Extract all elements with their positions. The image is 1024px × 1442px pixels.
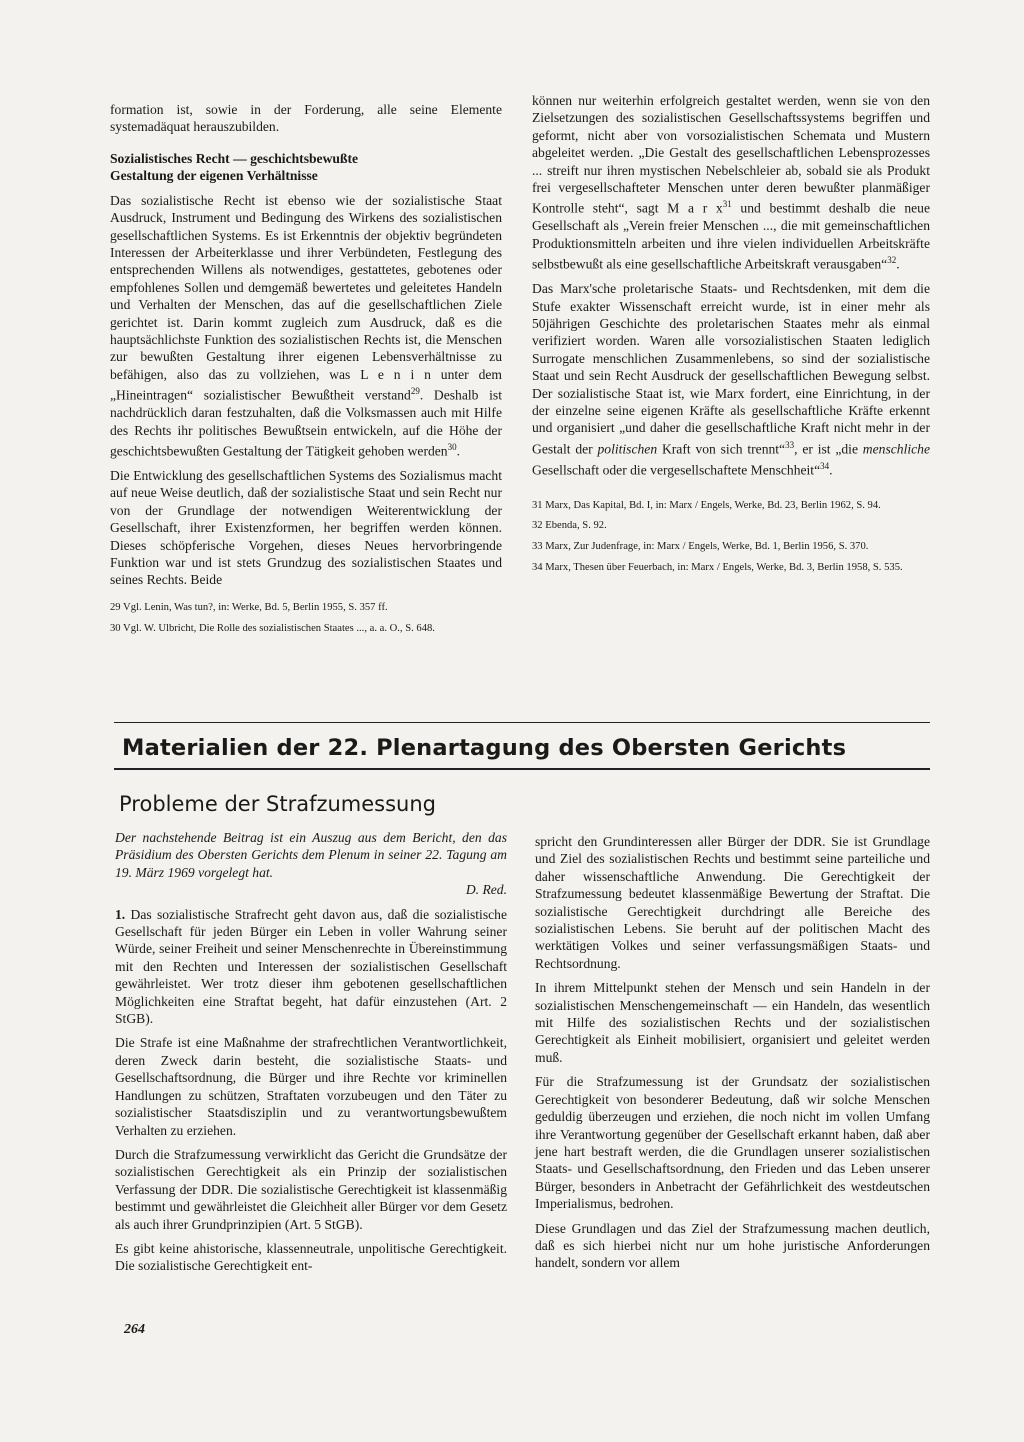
page-number: 264 — [124, 1322, 145, 1337]
section-banner: Materialien der 22. Plenartagung des Obersten Gerichts — [122, 735, 847, 761]
footnote-ref: 29 — [410, 386, 420, 397]
section-heading — [110, 150, 502, 184]
paragraph: formation ist, sowie in der Forderung, alle seine Elemente systemadäquat herauszubilden. — [110, 102, 502, 135]
text-run: . — [896, 256, 900, 272]
footnote-ref: 34 — [820, 460, 830, 471]
section-heading-line-1: Sozialistisches Recht — geschichtsbewußte — [110, 150, 359, 166]
footnote: 34 Marx, Thesen über Feuerbach, in: Marx / Engels, Werke, Bd. 3, Berlin 1958, S. 535. — [532, 562, 903, 574]
text-run: und bestimmt deshalb die neue Gesellschaft als „Verein freier Menschen ..., die mit gemeinschaftlichen Produktionsmitteln arbeiten und ihre vielen individuellen Arbeitskräfte selbstbewußt als eine gesellschaftliche Arbeitskraft verausgaben“ — [532, 200, 930, 272]
top-right-column — [532, 92, 930, 582]
paragraph: In ihrem Mittelpunkt stehen der Mensch und sein Handeln in der sozialistischen Menschengemeinschaft — ein Handeln, das wesentlich mit Hilfe des sozialistischen Rechts und der sozialistischen Gerechtigkeit als Einheit mobilisiert, organisiert und geleitet werden muß. — [535, 980, 930, 1065]
footnotes — [110, 601, 502, 636]
paragraph — [532, 280, 930, 479]
footnote-ref: 32 — [887, 255, 897, 266]
section-rule-bottom — [114, 768, 930, 770]
text-run: Gesellschaft oder die vergesellschaftete Menschheit“ — [532, 462, 821, 478]
paragraph: Es gibt keine ahistorische, klassenneutrale, unpolitische Gerechtigkeit. Die sozialistische Gerechtigkeit ent- — [115, 1240, 507, 1274]
footnote: 31 Marx, Das Kapital, Bd. I, in: Marx / Engels, Werke, Bd. 23, Berlin 1962, S. 94. — [532, 499, 881, 511]
text-run: . — [456, 443, 461, 459]
paragraph: spricht den Grundinteressen aller Bürger der DDR. Sie ist Grundlage und Ziel des sozialistischen Rechts und bestimmt seine parteiliche und daher wissenschaftliche Anwendung. Die Gerechtigkeit der Strafzumessung bedeutet klassenmäßige Bewertung der Straftat. Die sozialistische Gerechtigkeit durchdringt alle Bereiche des sozialistischen Lebens. Sie beruht auf der politischen Macht des werktätigen Volkes und seiner verfassungsmäßigen Staats- und Rechtsordnung. — [535, 834, 930, 971]
paragraph: Für die Strafzumessung ist der Grundsatz der sozialistischen Gerechtigkeit von besonderer Bedeutung, daß wir solche Menschen geduldig überzeugen und erziehen, die noch nicht im vollen Umfang ihre Verantwortung gegenüber der Gesellschaft erkannt haben, daß aber jene hart bestraft werden, die die Grundlagen unserer sozialistischen Staats- und Gesellschaftsordnung, den Frieden und das Leben unserer Bürger, besonders in Anbetracht der Gefährlichkeit des westdeutschen Imperialismus, bedrohen. — [535, 1074, 930, 1212]
paragraph — [110, 192, 502, 460]
text-run: Das sozialistische Strafrecht geht davon aus, daß die sozialistische Gesellschaft für jeden Bürger ein Leben in voller Wahrung seiner Würde, seiner Freiheit und seiner Menschenrechte in Übereinstimmung mit den Rechten und Interessen der sozialistischen Gesellschaft gewährleistet. Wer trotz dieser ihm gebotenen gesellschaftlichen Möglichkeiten eine Straftat begeht, hat dafür einzustehen (Art. 2 StGB). — [115, 906, 507, 1027]
text-run: Das sozialistische Recht ist ebenso wie der sozialistische Staat Ausdruck, Instrument und Bedingung des Wirkens des sozialistischen gesellschaftlichen Systems. Es ist Erkenntnis der objektiv begründeten Interessen der Arbeiterklasse und ihrer Verbündeten, Festlegung des entsprechenden Willens als notwendiges, gestattetes, gebotenes oder empfohlenes Sollen und demgemäß bewertetes und geleitetes Handeln und Verhalten der Menschen, das auf die gesellschaftlichen Ziele gerichtet ist. Darin kommt zugleich zum Ausdruck, daß es die hauptsächlichste Funktion des sozialistischen Rechts ist, die Menschen zur bewußten Gestaltung ihrer eigenen Lebensverhältnisse zu befähigen, also das zu vollziehen, was L e n i n unter dem „Hineintragen“ sozialistischer Bewußtheit verstand — [110, 192, 502, 403]
paragraph: Die Strafe ist eine Maßnahme der strafrechtlichen Verantwortlichkeit, deren Zweck darin besteht, die sozialistische Staats- und Gesellschaftsordnung, die Bürger und ihre Rechte vor kriminellen Handlungen zu schützen, Straftaten vorzubeugen und den Täter zu sozialistischer Staatsdisziplin und zu verantwortungsbewußtem Verhalten zu erziehen. — [115, 1035, 507, 1138]
editorial-signature: D. Red. — [465, 882, 507, 898]
paragraph — [115, 906, 507, 1028]
paragraph: Diese Grundlagen und das Ziel der Strafzumessung machen deutlich, daß es sich hierbei nicht nur um hohe juristische Anforderungen handelt, sondern vor allem — [535, 1220, 930, 1271]
top-left-column — [110, 101, 502, 642]
bottom-right-column — [535, 833, 930, 1279]
emphasis: menschliche — [862, 441, 930, 457]
text-run: . — [829, 462, 833, 478]
article-title: Probleme der Strafzumessung — [119, 792, 437, 816]
text-run: können nur weiterhin erfolgreich gestaltet werden, wenn sie von den Zielsetzungen des sozialistischen Gesellschaftssystems begriffen und geformt, nicht aber von vorsozialistischen Schemata und Mustern abgeleitet werden. „Die Gestalt des gesellschaftlichen Lebensprozesses ... streift nur ihren mystischen Nebelschleier ab, sobald sie als Produkt frei vergesellschafteter Menschen unter deren bewußter planmäßiger Kontrolle steht“, sagt M a r x — [532, 93, 930, 216]
paragraph: Die Entwicklung des gesellschaftlichen Systems des Sozialismus macht auf neue Weise deutlich, daß der sozialistische Staat und sein Recht nur von der Grundlage der notwendigen Weiterentwicklung der Gesellschaft, ihrer Existenzformen, her begriffen werden können. Dieses schöpferische Vorgehen, dieses Neues hervorbringende Funktion war und ist stets Grundzug des sozialistischen Staates und seines Rechts. Beide — [110, 467, 502, 588]
text-run: , er ist „die — [794, 441, 863, 457]
footnotes — [532, 499, 930, 575]
text-run: . Deshalb ist nachdrücklich daran festzuhalten, daß die Volksmassen auch mit Hilfe des Rechts ihr politisches Bewußtsein entwickeln, auf die Höhe der geschichtsbewußten Gestaltung der Tätigkeit gehoben werden — [110, 387, 502, 459]
text-run: Kraft von sich trennt“ — [657, 441, 786, 457]
footnote: 32 Ebenda, S. 92. — [532, 520, 607, 532]
footnote: 30 Vgl. W. Ulbricht, Die Rolle des sozialistischen Staates ..., a. a. O., S. 648. — [110, 622, 435, 634]
footnote: 29 Vgl. Lenin, Was tun?, in: Werke, Bd. 5, Berlin 1955, S. 357 ff. — [110, 601, 388, 613]
footnote-ref: 30 — [447, 442, 457, 453]
section-heading-line-2: Gestaltung der eigenen Verhältnisse — [110, 167, 318, 183]
section-rule-top — [114, 722, 930, 723]
emphasis: politischen — [597, 441, 658, 457]
footnote-ref: 31 — [722, 199, 732, 210]
editorial-intro — [115, 829, 507, 899]
text-run: Das Marx'sche proletarische Staats- und Rechtsdenken, mit dem die Stufe exakter Wissenschaft erreicht wurde, ist in einer mehr als 50jährigen Geschichte des proletarischen Staates mehr als einmal verifiziert worden. Waren alle vorsozialistischen Staaten lediglich Surrogate menschlichen Zusammenlebens, so sind der sozialistische Staat und sein Recht Ausdruck der gesellschaftlichen Bewegung selbst. Der sozialistische Staat ist, wie Marx fordert, eine Einrichtung, in der der einzelne seine eigenen Kräfte als gesellschaftliche Kräfte erkennt und organisiert „und daher die gesellschaftliche Kraft nicht mehr in der Gestalt der — [532, 281, 930, 457]
intro-text: Der nachstehende Beitrag ist ein Auszug aus dem Bericht, den das Präsidium des Obersten Gerichts dem Plenum in seiner 22. Tagung am 19. März 1969 vorgelegt hat. — [115, 830, 507, 880]
bottom-left-column — [115, 829, 507, 1282]
paragraph — [532, 92, 930, 273]
section-number: 1. — [115, 906, 126, 922]
footnote-ref: 33 — [785, 439, 795, 450]
paragraph: Durch die Strafzumessung verwirklicht das Gericht die Grundsätze der sozialistischen Gerechtigkeit als ein Prinzip der sozialistischen Verfassung der DDR. Die sozialistische Gerechtigkeit ist klassenmäßig bestimmt und gewährleistet die Gleichheit aller Bürger vor dem Gesetz als auch ihrer Grundprinzipien (Art. 5 StGB). — [115, 1146, 507, 1232]
footnote: 33 Marx, Zur Judenfrage, in: Marx / Engels, Werke, Bd. 1, Berlin 1956, S. 370. — [532, 541, 869, 553]
